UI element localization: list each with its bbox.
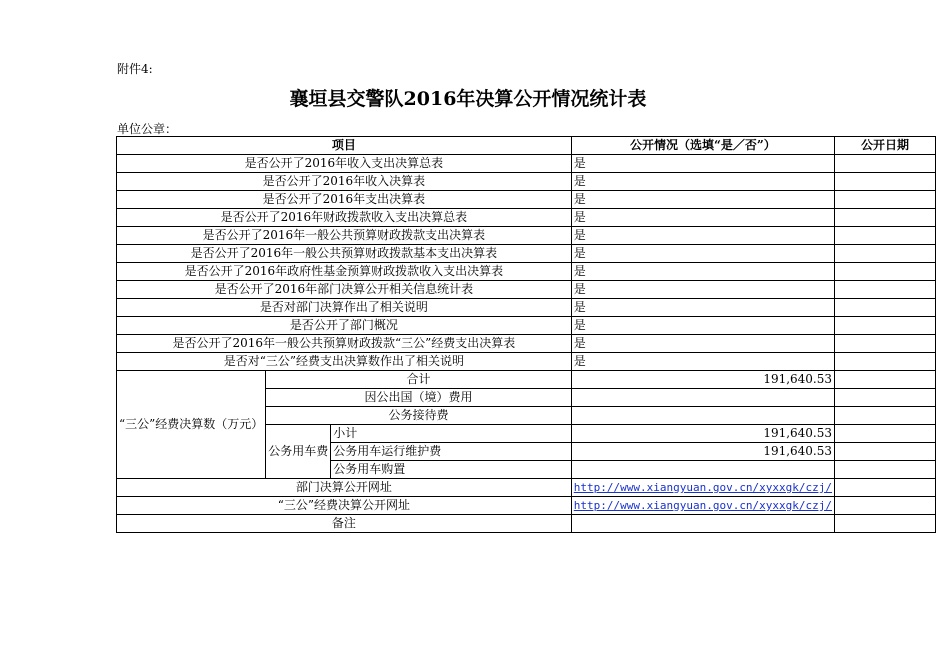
- row-item-label: 是否公开了2016年支出决算表: [117, 191, 572, 209]
- row-item-label: 是否公开了部门概况: [117, 317, 572, 335]
- sangong-url-label: “三公”经费决算公开网址: [117, 497, 572, 515]
- row-status-value[interactable]: 是: [571, 245, 834, 263]
- row-status-value[interactable]: 是: [571, 335, 834, 353]
- date-cell[interactable]: [835, 425, 936, 443]
- table-row: [117, 245, 936, 263]
- remark-label: 备注: [117, 515, 572, 533]
- row-item-label: 是否公开了2016年一般公共预算财政拨款基本支出决算表: [117, 245, 572, 263]
- disclosure-table: [116, 136, 936, 533]
- row-status-value[interactable]: 是: [571, 353, 834, 371]
- purchase-value[interactable]: [571, 461, 834, 479]
- date-cell[interactable]: [835, 263, 936, 281]
- table-body: [117, 137, 936, 371]
- operation-value[interactable]: 191,640.53: [571, 443, 834, 461]
- table-row: [117, 479, 936, 497]
- date-cell[interactable]: [835, 371, 936, 389]
- row-status-value[interactable]: 是: [571, 281, 834, 299]
- remark-value[interactable]: [571, 515, 834, 533]
- row-item-label: 是否对部门决算作出了相关说明: [117, 299, 572, 317]
- date-cell[interactable]: [835, 515, 936, 533]
- row-status-value[interactable]: 是: [571, 317, 834, 335]
- table-row: [117, 173, 936, 191]
- table-row: [117, 191, 936, 209]
- page-title: 襄垣县交警队2016年决算公开情况统计表: [289, 88, 647, 110]
- purchase-label: 公务用车购置: [331, 461, 571, 479]
- date-cell[interactable]: [835, 245, 936, 263]
- date-cell[interactable]: [835, 299, 936, 317]
- header-row: [117, 137, 936, 155]
- attachment-label: 附件4:: [117, 62, 153, 76]
- row-status-value[interactable]: 是: [571, 155, 834, 173]
- abroad-label: 因公出国（境）费用: [266, 389, 571, 407]
- date-cell[interactable]: [835, 317, 936, 335]
- row-item-label: 是否公开了2016年政府性基金预算财政拨款收入支出决算表: [117, 263, 572, 281]
- header-item: 项目: [117, 137, 572, 155]
- reception-label: 公务接待费: [266, 407, 571, 425]
- vehicle-label: 公务用车费: [266, 425, 331, 479]
- reception-value[interactable]: [571, 407, 834, 425]
- sangong-url-link[interactable]: http://www.xiangyuan.gov.cn/xyxxgk/czj/: [573, 499, 833, 512]
- table-row: [117, 353, 936, 371]
- date-cell[interactable]: [835, 479, 936, 497]
- date-cell[interactable]: [835, 227, 936, 245]
- table-row: [117, 515, 936, 533]
- row-item-label: 是否公开了2016年收入支出决算总表: [117, 155, 572, 173]
- date-cell[interactable]: [835, 461, 936, 479]
- unit-seal-label: 单位公章：: [117, 122, 178, 136]
- sangong-category-label: “三公”经费决算数（万元）: [117, 371, 266, 479]
- date-cell[interactable]: [835, 281, 936, 299]
- table-row: [117, 299, 936, 317]
- date-cell[interactable]: [835, 407, 936, 425]
- subtotal-value[interactable]: 191,640.53: [571, 425, 834, 443]
- header-status: 公开情况（选填“是／否”）: [571, 137, 834, 155]
- row-status-value[interactable]: 是: [571, 173, 834, 191]
- row-status-value[interactable]: 是: [571, 299, 834, 317]
- table-row: [117, 227, 936, 245]
- row-item-label: 是否公开了2016年一般公共预算财政拨款“三公”经费支出决算表: [117, 335, 572, 353]
- date-cell[interactable]: [835, 497, 936, 515]
- date-cell[interactable]: [835, 335, 936, 353]
- date-cell[interactable]: [835, 155, 936, 173]
- row-item-label: 是否公开了2016年财政拨款收入支出决算总表: [117, 209, 572, 227]
- date-cell[interactable]: [835, 209, 936, 227]
- sangong-total-value[interactable]: 191,640.53: [571, 371, 834, 389]
- date-cell[interactable]: [835, 353, 936, 371]
- row-item-label: 是否对“三公”经费支出决算数作出了相关说明: [117, 353, 572, 371]
- table-row: [117, 497, 936, 515]
- operation-label: 公务用车运行维护费: [331, 443, 571, 461]
- row-status-value[interactable]: 是: [571, 227, 834, 245]
- sangong-section: [117, 371, 936, 533]
- table-row: [117, 263, 936, 281]
- row-status-value[interactable]: 是: [571, 209, 834, 227]
- date-cell[interactable]: [835, 191, 936, 209]
- row-item-label: 是否公开了2016年部门决算公开相关信息统计表: [117, 281, 572, 299]
- row-status-value[interactable]: 是: [571, 191, 834, 209]
- table-row: [117, 281, 936, 299]
- subtotal-label: 小计: [331, 425, 571, 443]
- table-row: [117, 317, 936, 335]
- table-row: [117, 209, 936, 227]
- dept-url-link[interactable]: http://www.xiangyuan.gov.cn/xyxxgk/czj/: [573, 481, 833, 494]
- abroad-value[interactable]: [571, 389, 834, 407]
- dept-url-label: 部门决算公开网址: [117, 479, 572, 497]
- table-row: [117, 155, 936, 173]
- row-item-label: 是否公开了2016年收入决算表: [117, 173, 572, 191]
- row-item-label: 是否公开了2016年一般公共预算财政拨款支出决算表: [117, 227, 572, 245]
- row-status-value[interactable]: 是: [571, 263, 834, 281]
- header-date: 公开日期: [835, 137, 936, 155]
- table-row: [117, 371, 936, 389]
- date-cell[interactable]: [835, 389, 936, 407]
- date-cell[interactable]: [835, 443, 936, 461]
- table-row: [117, 335, 936, 353]
- date-cell[interactable]: [835, 173, 936, 191]
- sangong-total-label: 合计: [266, 371, 571, 389]
